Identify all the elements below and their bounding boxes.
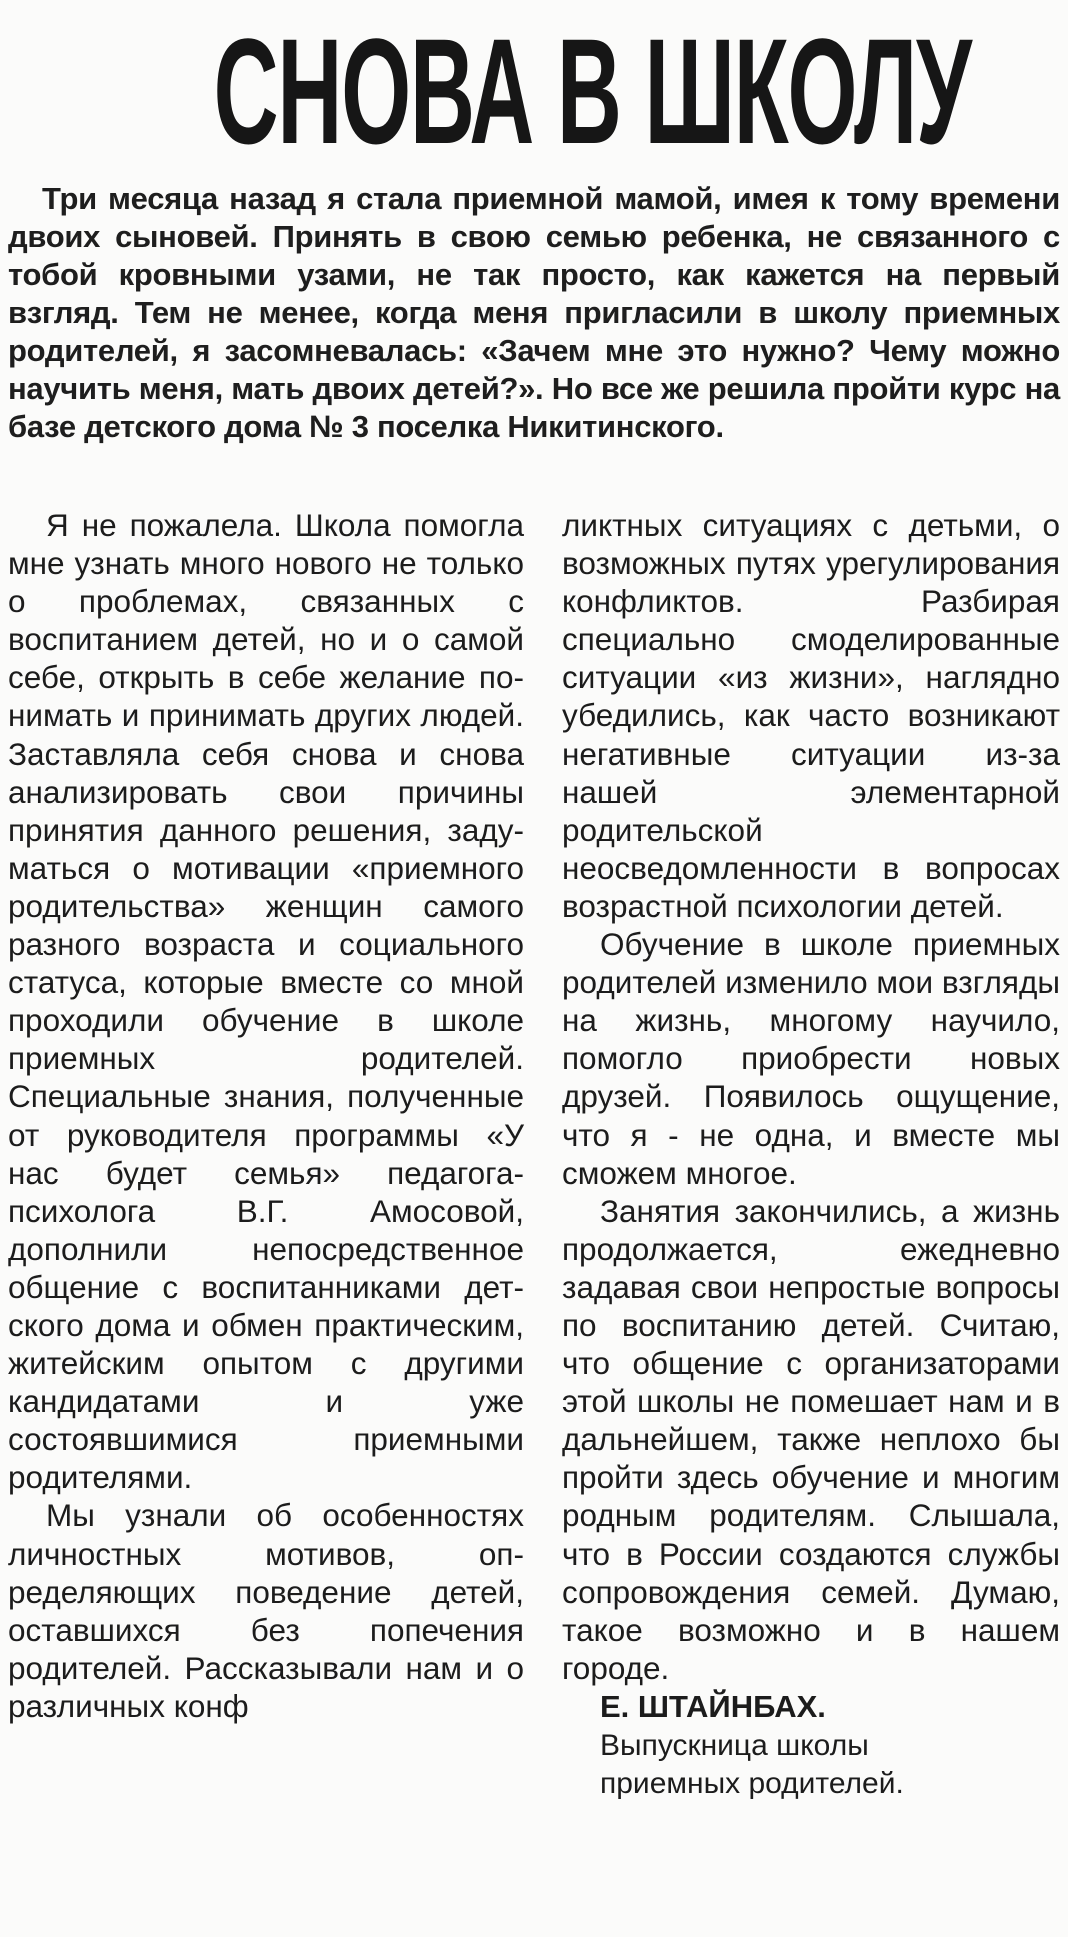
author-affiliation-line-2: приемных родителей. — [600, 1766, 904, 1800]
lead-paragraph: Три месяца назад я стала приемной мамой, имея к тому времени двоих сыновей. Принять в свою семью ребенка, не связанного с тобой кровными узами, не так просто, как кажется на первый взгляд. Тем не менее, когда меня пригласили в школу приемных родителей, я засомневалась: «Зачем мне это нужно? Чему можно научить меня, мать двоих детей?». Но все же решила пройти курс на базе детского дома № 3 поселка Никитинского. — [8, 181, 1060, 444]
body-paragraph-2-continued: ликтных ситуациях с детьми, о возможных путях урегулирования конфликтов. Разбирая специально смоделированные ситуации «из жизни», наглядно убедились, как часто возникают негативные ситуации из-за нашей элементарной родительской неосведомленности в вопросах возрастной психологии детей. — [562, 507, 1060, 924]
right-column — [562, 506, 1060, 1803]
headline: СНОВА В ШКОЛУ — [213, 7, 971, 175]
body-paragraph-4: Занятия закончились, а жизнь продолжается, ежедневно задавая свои непростые вопросы по воспитанию детей. Считаю, что общение с организаторами этой школы не помешает нам и в дальнейшем, также неплохо бы пройти здесь обучение и многим родным родителям. Слышала, что в России создаются службы сопровождения семей. Думаю, такое возможно и в нашем городе. — [562, 1192, 1060, 1686]
body-paragraph-3: Обучение в школе приемных родителей изменило мои взгляды на жизнь, многому научило, помогло приобрести новых друзей. Появилось ощущение, что я - не одна, и вместе мы сможем многое. — [562, 926, 1060, 1191]
author-affiliation-line-1: Выпускница школы — [600, 1728, 869, 1762]
body-paragraph-2: Мы узнали об особенностях личностных мотивов, определяющих поведение детей, оставшихся без попечения родителей. Рассказывали нам и о различных конф — [8, 1497, 524, 1724]
left-column — [8, 506, 524, 1725]
body-paragraph-1: Я не пожалела. Школа помогла мне узнать много нового не только о проблемах, связанных с воспитанием детей, но и о самой себе, открыть в себе желание понимать и принимать других людей. Заставляла себя снова и снова анализировать свои причины принятия данного решения, задуматься о мотивации «приемного родительства» женщин самого разного возраста и социального статуса, которые вместе со мной проходили обучение в школе приемных родителей. Специальные знания, полученные от руководителя программы «У нас будет семья» педагога-психолога В.Г. Амосовой, дополнили непосредственное общение с воспитанниками детского дома и обмен практическим, житейским опытом с другими кандидатами и уже состоявшимися приемными родителями. — [8, 507, 524, 1496]
author-signature: Е. ШТАЙНБАХ. — [600, 1688, 826, 1724]
